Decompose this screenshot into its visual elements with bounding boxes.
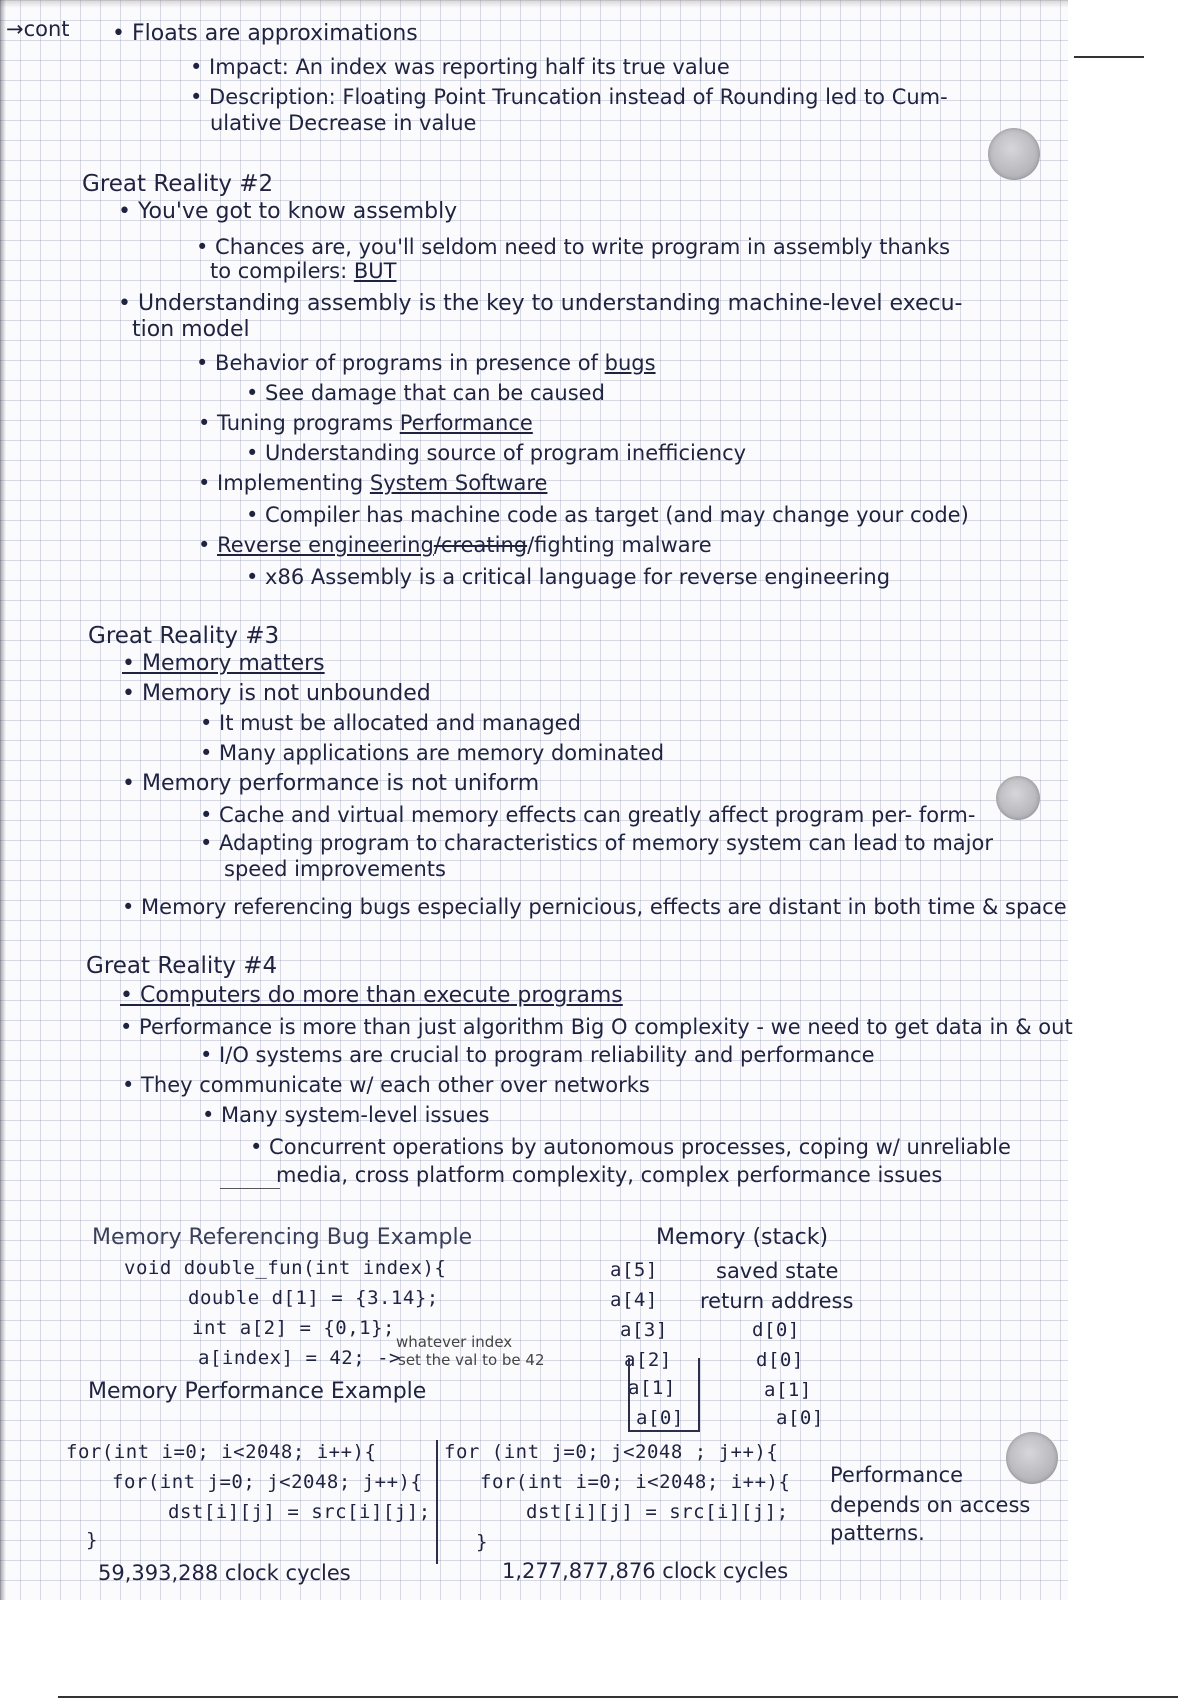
perf-example-title: Memory Performance Example <box>88 1379 427 1404</box>
stack-left-a0: a[0] <box>636 1407 684 1429</box>
continuation-underline <box>220 1188 280 1189</box>
top-right-rule <box>1074 56 1144 58</box>
concurrent-note-line2: media, cross platform complexity, complex performance issues <box>276 1163 943 1187</box>
binder-hole-top <box>988 128 1040 180</box>
memory-unbounded-bullet: • Memory is not unbounded <box>122 681 431 706</box>
description-note-line1: • Description: Floating Point Truncation instead of Rounding led to Cum- <box>190 85 948 109</box>
performance-bullet: • Performance is more than just algorithm Big O complexity - we need to get data in & out <box>120 1015 1073 1039</box>
know-assembly-bullet: • You've got to know assembly <box>118 199 458 224</box>
stack-frame-box <box>628 1358 700 1432</box>
page-shadow-left <box>0 0 6 1600</box>
stack-right-d0-b: d[0] <box>756 1349 804 1371</box>
bug-code-line2: double d[1] = {3.14}; <box>188 1287 439 1309</box>
perf-note-line3: patterns. <box>830 1521 925 1545</box>
perf-note-line2: depends on access <box>830 1493 1031 1517</box>
floats-bullet: • Floats are approximations <box>112 21 418 46</box>
bottom-rule <box>58 1696 1178 1698</box>
stack-right-a1: a[1] <box>764 1379 812 1401</box>
stack-right-d0-a: d[0] <box>752 1319 800 1341</box>
adapting-note-line1: • Adapting program to characteristics of memory system can lead to major <box>200 831 993 855</box>
perf-note-line1: Performance <box>830 1463 964 1487</box>
x86-note: • x86 Assembly is a critical language for reverse engineering <box>246 565 891 589</box>
perf-right-result: 1,277,877,876 clock cycles <box>502 1559 789 1583</box>
damage-note: • See damage that can be caused <box>246 381 605 405</box>
page-shadow-top <box>0 0 1068 8</box>
perf-right-code-line4: } <box>476 1531 488 1553</box>
understanding-assembly-line2: tion model <box>132 317 250 342</box>
adapting-note-line2: speed improvements <box>224 857 446 881</box>
stack-left-a2: a[2] <box>624 1349 672 1371</box>
bug-note-line2: set the val to be 42 <box>398 1351 545 1369</box>
memory-matters-bullet: • Memory matters <box>122 651 325 676</box>
io-note: • I/O systems are crucial to program reliability and performance <box>200 1043 875 1067</box>
great-reality-2-heading: Great Reality #2 <box>82 171 274 197</box>
description-note-line2: ulative Decrease in value <box>210 111 477 135</box>
stack-left-a4: a[4] <box>610 1289 658 1311</box>
cache-note: • Cache and virtual memory effects can greatly affect program per- form- <box>200 803 976 827</box>
compiler-note: • Compiler has machine code as target (and may change your code) <box>246 503 969 527</box>
stack-title: Memory (stack) <box>656 1225 829 1250</box>
great-reality-3-heading: Great Reality #3 <box>88 623 280 649</box>
bugs-bullet: • Behavior of programs in presence of bugs <box>196 351 656 375</box>
stack-right-a0: a[0] <box>776 1407 824 1429</box>
referencing-bugs-bullet: • Memory referencing bugs especially pernicious, effects are distant in both time & space <box>122 895 1067 919</box>
stack-return-address: return address <box>700 1289 854 1313</box>
concurrent-note-line1: • Concurrent operations by autonomous processes, coping w/ unreliable <box>250 1135 1011 1159</box>
binder-hole-middle <box>996 776 1040 820</box>
chances-note-line2: to compilers: BUT <box>210 259 397 283</box>
bug-example-title: Memory Referencing Bug Example <box>92 1225 473 1250</box>
understanding-assembly-line1: • Understanding assembly is the key to understanding machine-level execu- <box>118 291 963 316</box>
computers-bullet: • Computers do more than execute programs <box>120 983 623 1008</box>
bug-code-line1: void double_fun(int index){ <box>124 1257 447 1279</box>
stack-left-a3: a[3] <box>620 1319 668 1341</box>
perf-left-code-line2: for(int j=0; j<2048; j++){ <box>112 1471 423 1493</box>
perf-left-code-line4: } <box>86 1529 98 1551</box>
system-software-bullet: • Implementing System Software <box>198 471 548 495</box>
perf-right-code-line1: for (int j=0; j<2048 ; j++){ <box>444 1441 779 1463</box>
memory-dominated-note: • Many applications are memory dominated <box>200 741 665 765</box>
perf-right-code-line2: for(int i=0; i<2048; i++){ <box>480 1471 791 1493</box>
binder-hole-bottom <box>1006 1432 1058 1484</box>
memory-performance-bullet: • Memory performance is not uniform <box>122 771 540 796</box>
impact-note: • Impact: An index was reporting half its true value <box>190 55 730 79</box>
stack-saved-state: saved state <box>716 1259 839 1283</box>
stack-left-a1: a[1] <box>628 1377 676 1399</box>
great-reality-4-heading: Great Reality #4 <box>86 953 278 979</box>
margin-continuation-mark: →cont <box>6 17 70 41</box>
inefficiency-note: • Understanding source of program inefficiency <box>246 441 747 465</box>
perf-divider <box>436 1440 438 1564</box>
reverse-engineering-bullet: • Reverse engineering/creating/fighting malware <box>198 533 712 557</box>
tuning-bullet: • Tuning programs Performance <box>198 411 533 435</box>
chances-note-line1: • Chances are, you'll seldom need to write program in assembly thanks <box>196 235 951 259</box>
communicate-bullet: • They communicate w/ each other over networks <box>122 1073 650 1097</box>
allocated-note: • It must be allocated and managed <box>200 711 581 735</box>
perf-left-code-line3: dst[i][j] = src[i][j]; <box>168 1501 431 1523</box>
bug-code-line3: int a[2] = {0,1}; <box>192 1317 395 1339</box>
bug-code-line4: a[index] = 42; -> <box>198 1347 401 1369</box>
stack-left-a5: a[5] <box>610 1259 658 1281</box>
perf-left-code-line1: for(int i=0; i<2048; i++){ <box>66 1441 377 1463</box>
system-issues-note: • Many system-level issues <box>202 1103 490 1127</box>
perf-left-result: 59,393,288 clock cycles <box>98 1561 351 1585</box>
perf-right-code-line3: dst[i][j] = src[i][j]; <box>526 1501 789 1523</box>
bug-note-line1: whatever index <box>396 1333 513 1351</box>
